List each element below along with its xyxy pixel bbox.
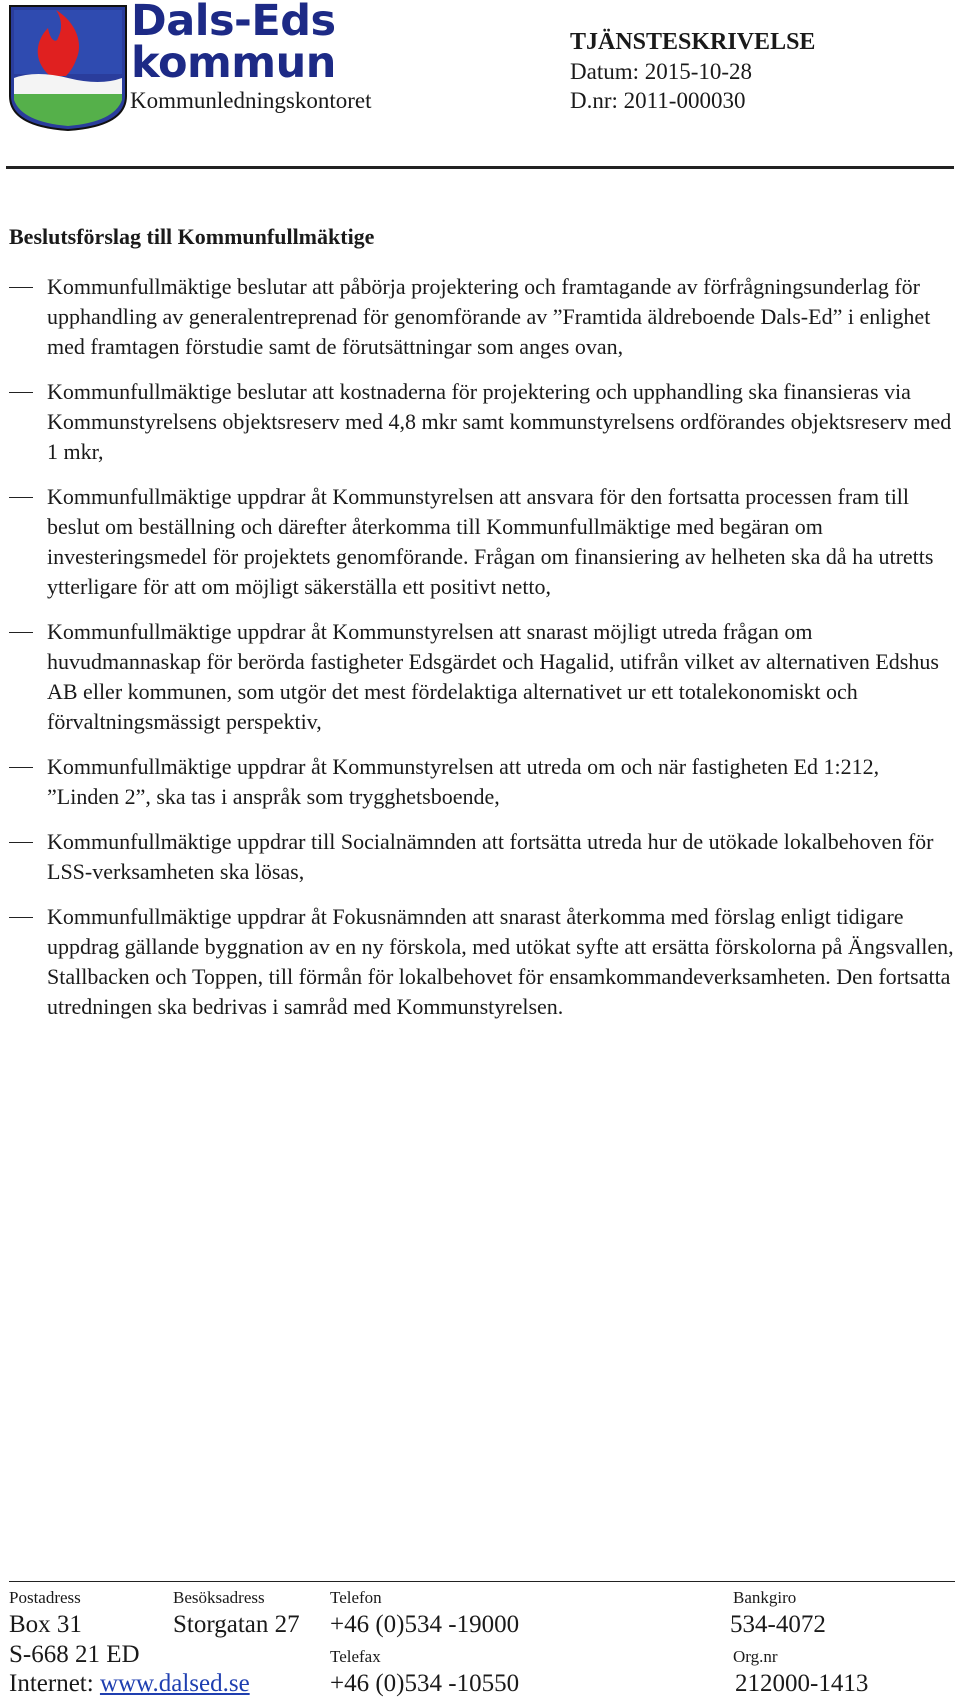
bankgiro-number: 534-4072 [730, 1611, 826, 1638]
fax-label: Telefax [330, 1647, 381, 1666]
decision-item: Kommunfullmäktige uppdrar åt Kommunstyrelsen att snarast möjligt utreda frågan om huvudmannaskap för berörda fastigheter Edsgärdet och Hagalid, utifrån vilket av alternativen Edshus AB eller kommunen, som utgör det mest fördelaktiga alternativet ur ett totalekonomiskt och förvaltningsmässigt perspektiv, [9, 617, 955, 737]
postal-address-label: Postadress [9, 1588, 81, 1607]
visiting-address: Storgatan 27 [173, 1611, 300, 1638]
logo-wordmark [131, 0, 336, 88]
org-number-label: Org.nr [733, 1647, 778, 1666]
dash-bullet-icon [9, 917, 33, 918]
internet-label: Internet: [9, 1670, 100, 1697]
logo-line-1: Dals-Eds [131, 0, 336, 46]
decision-item: Kommunfullmäktige uppdrar åt Kommunstyrelsen att utreda om och när fastigheten Ed 1:212, ”Linden 2”, ska tas i anspråk som trygghetsboende, [9, 752, 955, 812]
internet-line [9, 1670, 250, 1698]
decision-list [9, 272, 960, 1037]
dash-bullet-icon [9, 287, 33, 288]
phone-number: +46 (0)534 -19000 [330, 1611, 520, 1638]
municipality-logo [6, 4, 130, 132]
website-link[interactable]: www.dalsed.se [99, 1670, 250, 1697]
bankgiro-label: Bankgiro [733, 1588, 797, 1607]
decision-item: Kommunfullmäktige uppdrar åt Kommunstyrelsen att ansvara för den fortsatta processen fram till beslut om beställning och därefter återkomma till Kommunfullmäktige med begäran om investeringsmedel för projektets genomförande. Frågan om finansiering av helheten ska då ha utretts ytterligare för att om möjligt säkerställa ett positivt netto, [9, 482, 955, 602]
phone-label: Telefon [330, 1588, 382, 1607]
document-metadata [570, 28, 815, 115]
footer-divider [9, 1581, 955, 1582]
document-date: Datum: 2015-10-28 [570, 59, 753, 84]
logo-line-2: kommun [131, 38, 336, 88]
dash-bullet-icon [9, 392, 33, 393]
decision-item: Kommunfullmäktige uppdrar åt Fokusnämnden att snarast återkomma med förslag enligt tidigare uppdrag gällande byggnation av en ny förskola, med utökat syfte att ersätta förskolorna på Ängsvallen, Stallbacken och Toppen, till förmån för lokalbehovet för ensamkommandeverksamheten. Den fortsatta utredningen ska bedrivas i samråd med Kommunstyrelsen. [9, 902, 955, 1022]
visiting-address-label: Besöksadress [173, 1588, 265, 1607]
decision-item: Kommunfullmäktige beslutar att kostnaderna för projektering och upphandling ska finansieras via Kommunstyrelsens objektsreserv med 4,8 mkr samt kommunstyrelsens ordförandes objektsreserv med 1 mkr, [9, 377, 955, 467]
document-reference: D.nr: 2011-000030 [570, 88, 746, 113]
fax-number: +46 (0)534 -10550 [330, 1670, 520, 1697]
department-name: Kommunledningskontoret [130, 88, 372, 113]
document-type: TJÄNSTESKRIVELSE [570, 29, 816, 55]
dash-bullet-icon [9, 497, 33, 498]
dash-bullet-icon [9, 632, 33, 633]
header-divider [6, 166, 954, 169]
decision-item: Kommunfullmäktige beslutar att påbörja projektering och framtagande av förfrågningsunderlag för upphandling av generalentreprenad för genomförande av ”Framtida äldreboende Dals-Ed” i enlighet med framtagen förstudie samt de förutsättningar som anges ovan, [9, 272, 955, 362]
postal-address-line-1: Box 31 [9, 1611, 82, 1638]
section-title: Beslutsförslag till Kommunfullmäktige [9, 224, 375, 249]
dash-bullet-icon [9, 842, 33, 843]
org-number: 212000-1413 [735, 1670, 869, 1697]
dash-bullet-icon [9, 767, 33, 768]
decision-item: Kommunfullmäktige uppdrar till Socialnämnden att fortsätta utreda hur de utökade lokalbehoven för LSS-verksamheten ska lösas, [9, 827, 955, 887]
postal-address-line-2: S-668 21 ED [9, 1641, 140, 1668]
